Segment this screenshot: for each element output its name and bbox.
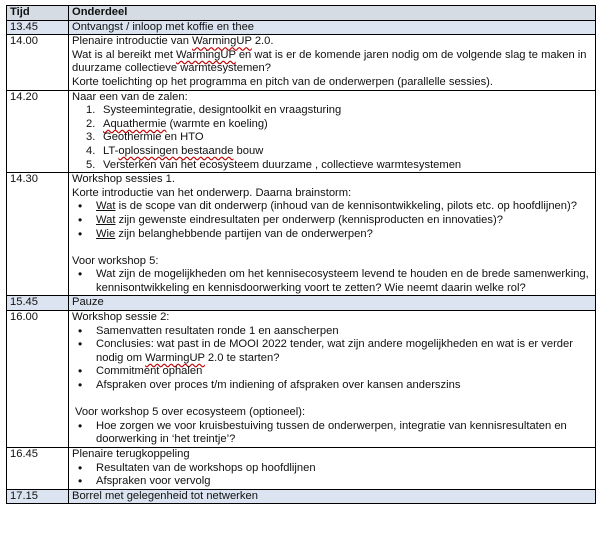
item-cell: Pauze xyxy=(69,296,596,311)
list-item: • Samenvatten resultaten ronde 1 en aanscherpen xyxy=(78,323,339,338)
text-line: Naar een van de zalen: xyxy=(72,90,188,103)
bullet-icon: • xyxy=(78,212,83,227)
bullet-icon: • xyxy=(78,267,83,282)
time-cell: 16.45 xyxy=(7,448,69,490)
agenda-row xyxy=(7,35,596,90)
list-item: • Wie zijn belanghebbende partijen van de onderwerpen? xyxy=(78,226,373,241)
header-row xyxy=(7,6,596,21)
list-item: • Afspraken voor vervolg xyxy=(78,474,211,489)
agenda-row xyxy=(7,448,596,490)
list-item: • Conclusies: wat past in de MOOI 2022 tender, wat zijn andere mogelijkheden en wat is er verder nodig om WarmingUP 2.0 te starten? xyxy=(78,337,573,364)
list-item: 1. Systeemintegratie, designtoolkit en vraagsturing xyxy=(86,104,342,117)
list-item: • Commitment ophalen xyxy=(78,364,203,379)
bullet-icon: • xyxy=(78,364,83,379)
list-item: • Afspraken over proces t/m indiening of afspraken over kansen anderszins xyxy=(78,378,461,393)
agenda-table xyxy=(6,5,596,504)
list-item: 3. Geothermie en HTO xyxy=(86,131,204,144)
text-line: Korte toelichting op het programma en pitch van de onderwerpen (parallelle sessies). xyxy=(72,75,494,88)
list-item: • Wat is de scope van dit onderwerp (inhoud van de kennisontwikkeling, pilots etc. op hoofdlijnen)? xyxy=(78,199,577,214)
time-cell: 15.45 xyxy=(7,296,69,311)
agenda-row xyxy=(7,90,596,173)
list-item: 5. Versterken van het ecosysteem duurzame , collectieve warmtesystemen xyxy=(86,158,462,171)
room-list xyxy=(72,104,592,172)
bullet-list xyxy=(72,268,592,295)
header-item: Onderdeel xyxy=(69,6,596,21)
text-line: Wat is al bereikt met WarmingUP en wat is er de komende jaren nodig om de volgende slag te maken in duurzame collectieve warmtesystemen? xyxy=(72,48,587,75)
time-cell: 14.30 xyxy=(7,173,69,296)
text-line: Workshop sessies 1. xyxy=(72,173,176,186)
bullet-icon: • xyxy=(78,418,83,433)
bullet-icon: • xyxy=(78,337,83,352)
text-line: Voor workshop 5: xyxy=(72,254,159,267)
item-cell xyxy=(69,448,596,490)
bullet-icon: • xyxy=(78,323,83,338)
agenda-row xyxy=(7,20,596,35)
list-item: • Hoe zorgen we voor kruisbestuiving tussen de onderwerpen, integratie van kennisresultaten en doorwerking in ‘het treintje’? xyxy=(78,418,567,446)
item-cell xyxy=(69,311,596,448)
agenda-row xyxy=(7,311,596,448)
bullet-icon: • xyxy=(78,378,83,393)
agenda-row xyxy=(7,296,596,311)
time-cell: 16.00 xyxy=(7,311,69,448)
list-item: • Wat zijn de mogelijkheden om het kennisecosysteem levend te houden en de brede samenwerking, kennisontwikkeling en kennisdoorwerking voort te zetten? Wie neemt daarin welke rol? xyxy=(78,267,589,294)
header-time: Tijd xyxy=(7,6,69,21)
time-cell: 17.15 xyxy=(7,489,69,504)
item-cell: Borrel met gelegenheid tot netwerken xyxy=(69,489,596,504)
bullet-icon: • xyxy=(78,226,83,241)
text-line: Plenaire terugkoppeling xyxy=(72,448,190,460)
text-line: Plenaire introductie van WarmingUP 2.0. xyxy=(72,35,274,48)
item-cell xyxy=(69,173,596,296)
bullet-icon: • xyxy=(78,199,83,214)
agenda-row xyxy=(7,173,596,296)
item-cell xyxy=(69,90,596,173)
bullet-list xyxy=(72,462,592,489)
list-item: 4. LT-oplossingen bestaande bouw xyxy=(86,144,264,157)
item-cell: Ontvangst / inloop met koffie en thee xyxy=(69,20,596,35)
item-cell xyxy=(69,35,596,90)
bullet-list xyxy=(72,200,592,241)
bullet-list xyxy=(72,420,592,447)
text-line: Voor workshop 5 over ecosysteem (optioneel): xyxy=(75,406,306,419)
text-line: Workshop sessie 2: xyxy=(72,311,170,324)
bullet-icon: • xyxy=(78,460,83,475)
time-cell: 14.00 xyxy=(7,35,69,90)
list-item: 2. Aquathermie (warmte en koeling) xyxy=(86,117,268,130)
time-cell: 14.20 xyxy=(7,90,69,173)
agenda-row xyxy=(7,489,596,504)
bullet-icon: • xyxy=(78,474,83,489)
list-item: • Resultaten van de workshops op hoofdlijnen xyxy=(78,460,316,475)
text-line: Korte introductie van het onderwerp. Daarna brainstorm: xyxy=(72,186,352,199)
bullet-list xyxy=(72,325,592,393)
time-cell: 13.45 xyxy=(7,20,69,35)
list-item: • Wat zijn gewenste eindresultaten per onderwerp (kennisproducten en innovaties)? xyxy=(78,212,503,227)
